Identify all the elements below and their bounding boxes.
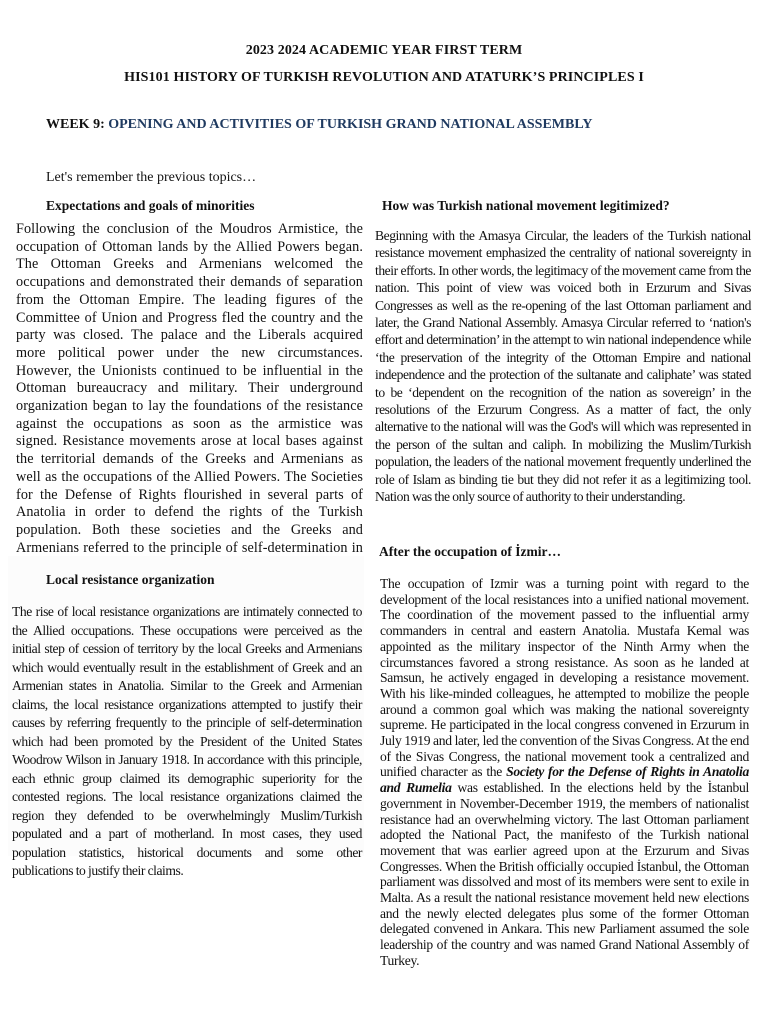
heading-minorities: Expectations and goals of minorities (46, 198, 255, 213)
week-label: WEEK 9: (46, 117, 105, 132)
heading-legitimized: How was Turkish national movement legitimized? (382, 198, 670, 213)
paragraph-izmir (380, 576, 749, 969)
course-title: HIS101 HISTORY OF TURKISH REVOLUTION AND ATATURK’S PRINCIPLES I (124, 70, 644, 85)
week-topic: OPENING AND ACTIVITIES OF TURKISH GRAND NATIONAL ASSEMBLY (108, 117, 593, 132)
paragraph-legitimized: Beginning with the Amasya Circular, the leaders of the Turkish national resistance movement emphasized the centrality of national sovereignty in their efforts. In other words, the legitimacy of the movement came from the nation. This point of view was voiced both in Erzurum and Sivas Congresses as well as the re-opening of the last Ottoman parliament and later, the Grand National Assembly. Amasya Circular referred to ‘nation's effort and determination’ in the attempt to win national independence while ‘the preservation of the integrity of the Ottoman Empire and national independence and the protection of the sultanate and caliphate’ was stated to be ‘dependent on the recognition of the nation as sovereign’ in the resolutions of the Erzurum Congress. As a matter of fact, the only alternative to the national will was the God's will which was represented in the person of the sultan and caliph. In mobilizing the Muslim/Turkish population, the leaders of the national movement frequently underlined the role of Islam as binding tie but they did not refer it as a legitimizing tool. Nation was the only source of authority to their understanding. (375, 228, 751, 505)
society-name: Society for the Defense of Rights in Anatolia and Rumelia (380, 764, 749, 796)
paragraph-minorities: Following the conclusion of the Moudros Armistice, the occupation of Ottoman lands by the Allied Powers began. The Ottoman Greeks and Armenians welcomed the occupations and demonstrated their demands of separation from the Ottoman Empire. The leading figures of the Committee of Union and Progress fled the country and the party was closed. The palace and the Liberals acquired more political power under the new circumstances. However, the Unionists continued to be influential in the Ottoman bureaucracy and military. Their underground organization began to lay the foundations of the resistance against the occupations as soon as the armistice was signed. Resistance movements arose at local bases against the territorial demands of the Greeks and Armenians as well as the occupations of the Allied Powers. The Societies for the Defense of Rights flourished in several parts of Anatolia in order to defend the rights of the Turkish population. Both these societies and the Greeks and Armenians referred to the principle of self-determination in (16, 221, 363, 556)
paragraph-local-resistance: The rise of local resistance organizations are intimately connected to the Allied occupations. These occupations were perceived as the initial step of cession of territory by the local Greeks and Armenians which would eventually result in the establishment of Greek and an Armenian states in Anatolia. Similar to the Greek and Armenian claims, the local resistance organizations attempted to justify their causes by referring frequently to the principle of self-determination which had been promoted by the President of the United States Woodrow Wilson in January 1918. In accordance with this principle, each ethnic group claimed its demographic superiority for the contested regions. The local resistance organizations claimed the region they defended to be overwhelmingly Muslim/Turkish populated and a part of motherland. In most cases, they used population statistics, historical documents and some other publications to justify their claims. (12, 604, 362, 878)
course-term: 2023 2024 ACADEMIC YEAR FIRST TERM (245, 43, 523, 58)
intro-text: Let's remember the previous topics… (46, 170, 257, 185)
week-title (46, 117, 746, 133)
izmir-text-part1: The occupation of Izmir was a turning point with regard to the development of the local resistances into a unified national movement. The coordination of the movement passed to the influential army commanders in central and eastern Anatolia. Mustafa Kemal was appointed as the military inspector of the Ninth Army when the circumstances favored a strong resistance. As soon as he landed at Samsun, he actively engaged in developing a resistance movement. With his like-minded colleagues, he attempted to mobilize the people around a common goal which was making the national sovereignty supreme. He participated in the local congress convened in Erzurum in July 1919 and later, led the convention of the Sivas Congress. At the end of the Sivas Congress, the national movement took a centralized and unified character as the (380, 576, 749, 780)
heading-izmir: After the occupation of İzmir… (379, 544, 561, 559)
izmir-text-part2: was established. In the elections held by the İstanbul government in November-December 1919, the members of nationalist resistance had an overwhelming victory. The last Ottoman parliament adopted the National Pact, the manifesto of the Turkish national movement that was earlier agreed upon at the Erzurum and Sivas Congresses. When the British officially occupied İstanbul, the Ottoman parliament was dissolved and most of its members were sent to exile in Malta. As a result the national resistance movement held new elections and the newly elected delegates plus some of the former Ottoman delegated convened in Ankara. This new Parliament assumed the sole leadership of the country and was named Grand National Assembly of Turkey. (380, 780, 750, 968)
heading-local-resistance: Local resistance organization (46, 572, 215, 587)
